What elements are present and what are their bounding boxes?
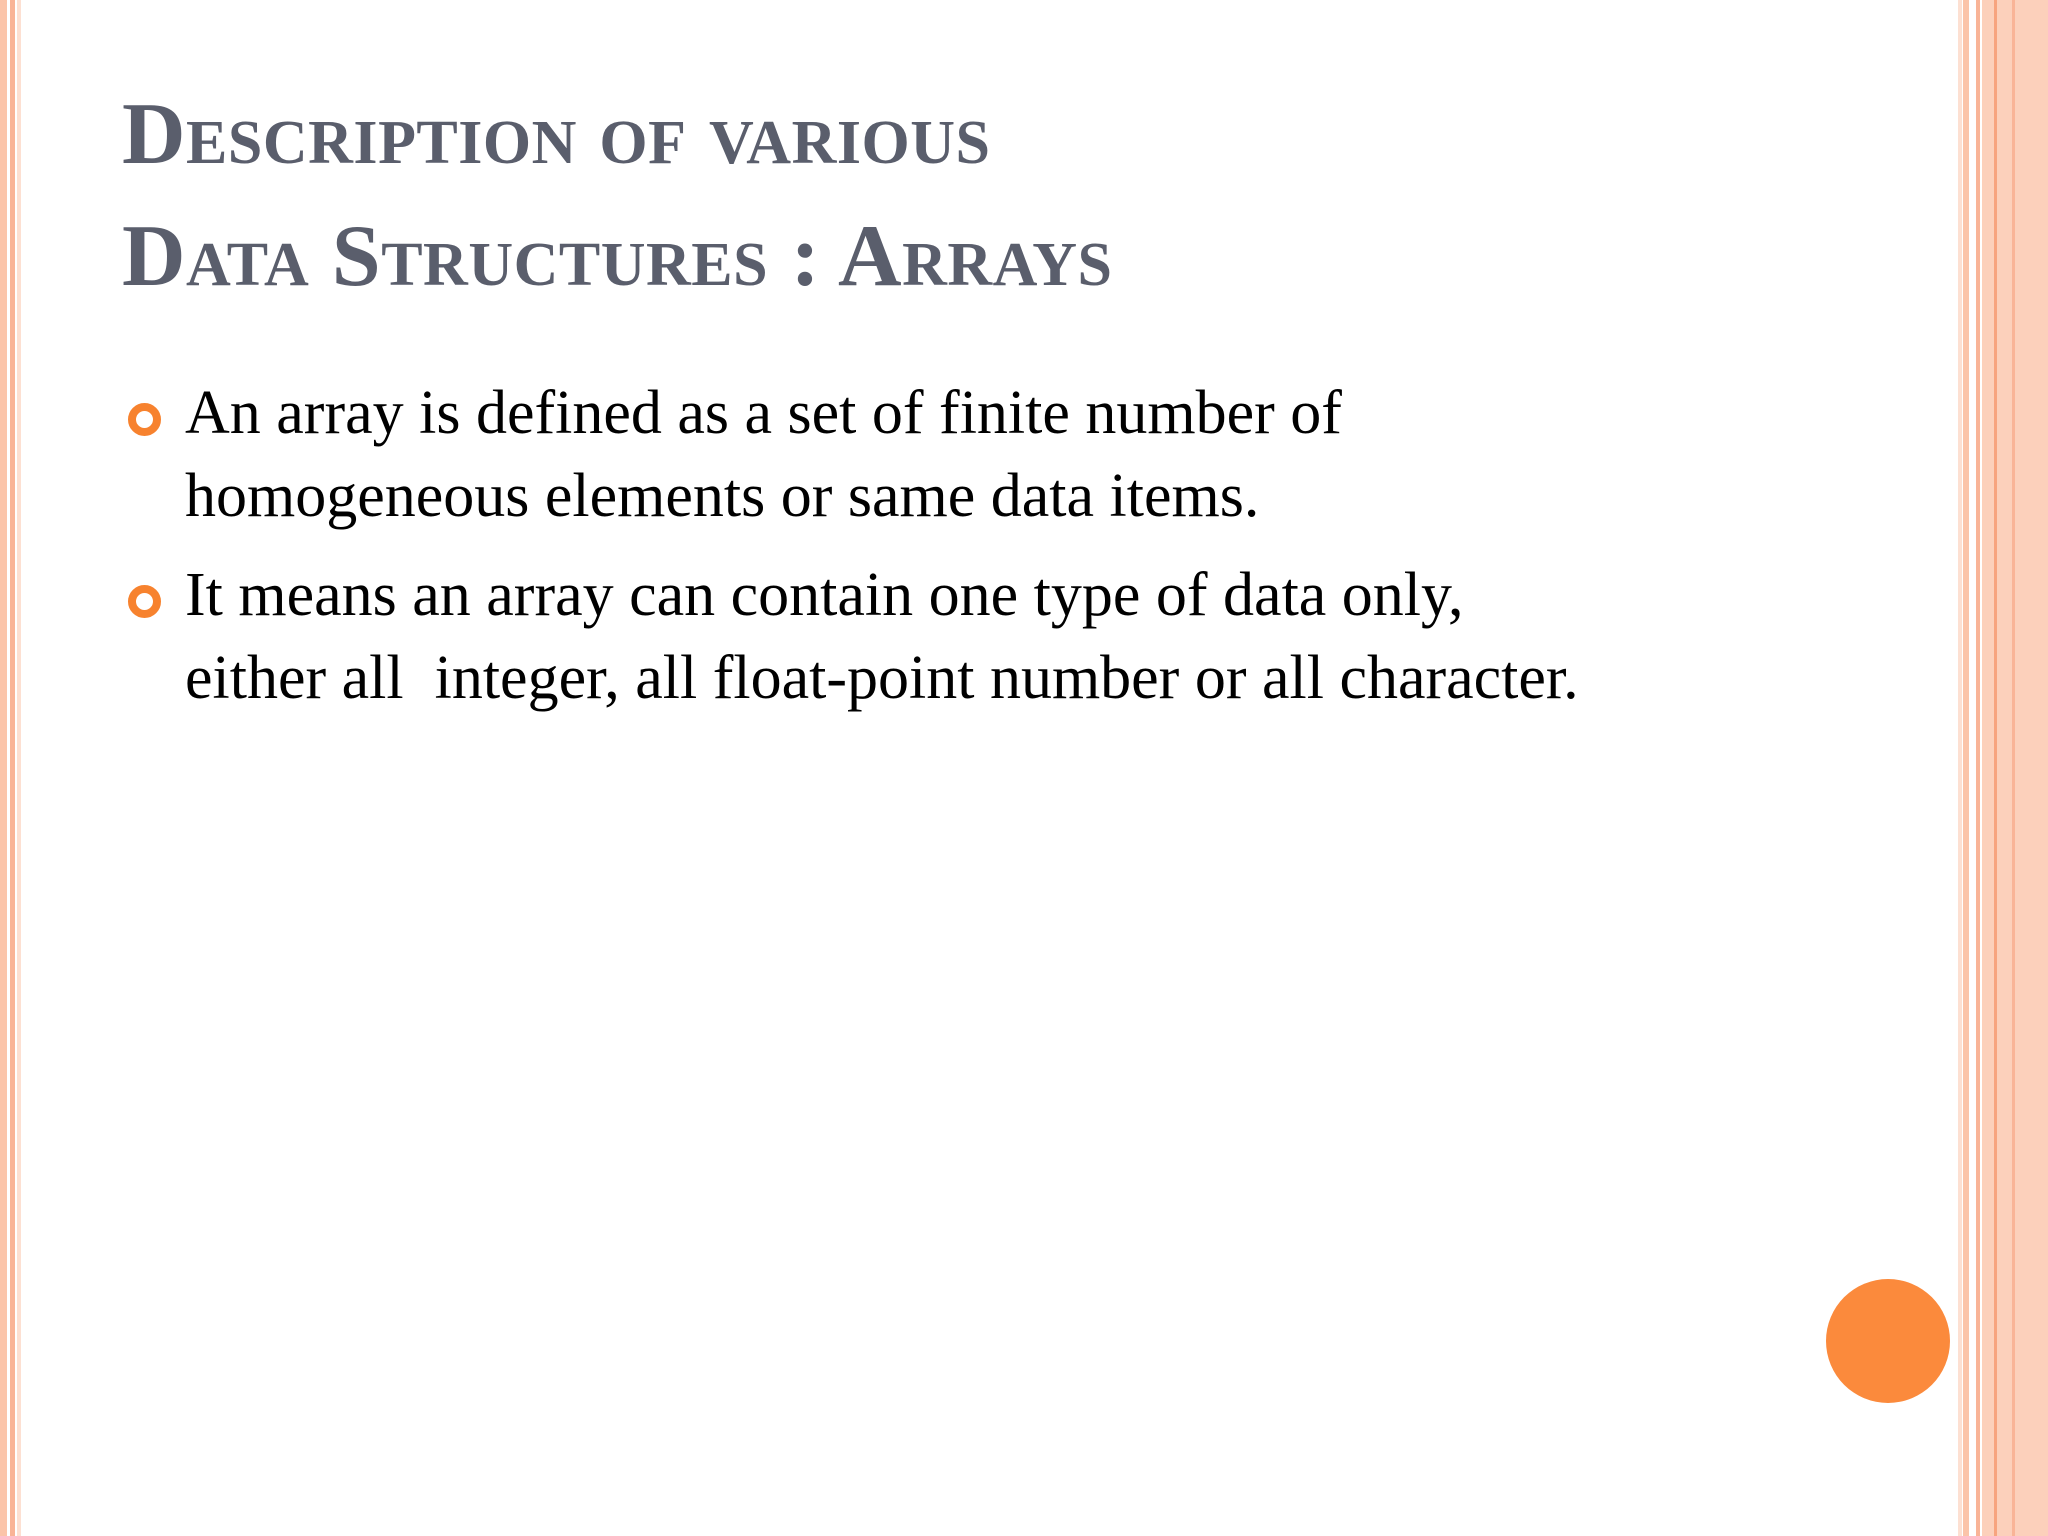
right-border-stripe [1963, 0, 1969, 1536]
bullet-text-line-2: either all integer, all float-point number or all character. [185, 644, 1579, 712]
slide-title-line-1: Description of various [122, 86, 991, 183]
bullet-list [0, 372, 1880, 736]
right-border-stripe [1976, 0, 1980, 1536]
left-border-stripe [0, 0, 7, 1536]
right-border-stripe [1958, 0, 1962, 1536]
right-border-stripe [1994, 0, 1997, 1536]
slide-title-line-2: Data Structures : Arrays [122, 208, 1113, 305]
left-border-stripe [10, 0, 15, 1536]
bullet-ring-icon [128, 585, 161, 618]
bullet-item [0, 554, 1880, 720]
left-border-stripe [17, 0, 21, 1536]
bullet-text-line-2: homogeneous elements or same data items. [185, 462, 1260, 530]
bullet-ring-icon [128, 403, 161, 436]
slide-title [122, 74, 1113, 318]
right-border-stripe [2012, 0, 2015, 1536]
bullet-item [0, 372, 1880, 538]
right-border-band [1982, 0, 2048, 1536]
orange-circle-icon [1826, 1279, 1950, 1403]
bullet-text-line-1: An array is defined as a set of finite number of [185, 379, 1342, 447]
bullet-text-line-1: It means an array can contain one type of data only, [185, 561, 1464, 629]
